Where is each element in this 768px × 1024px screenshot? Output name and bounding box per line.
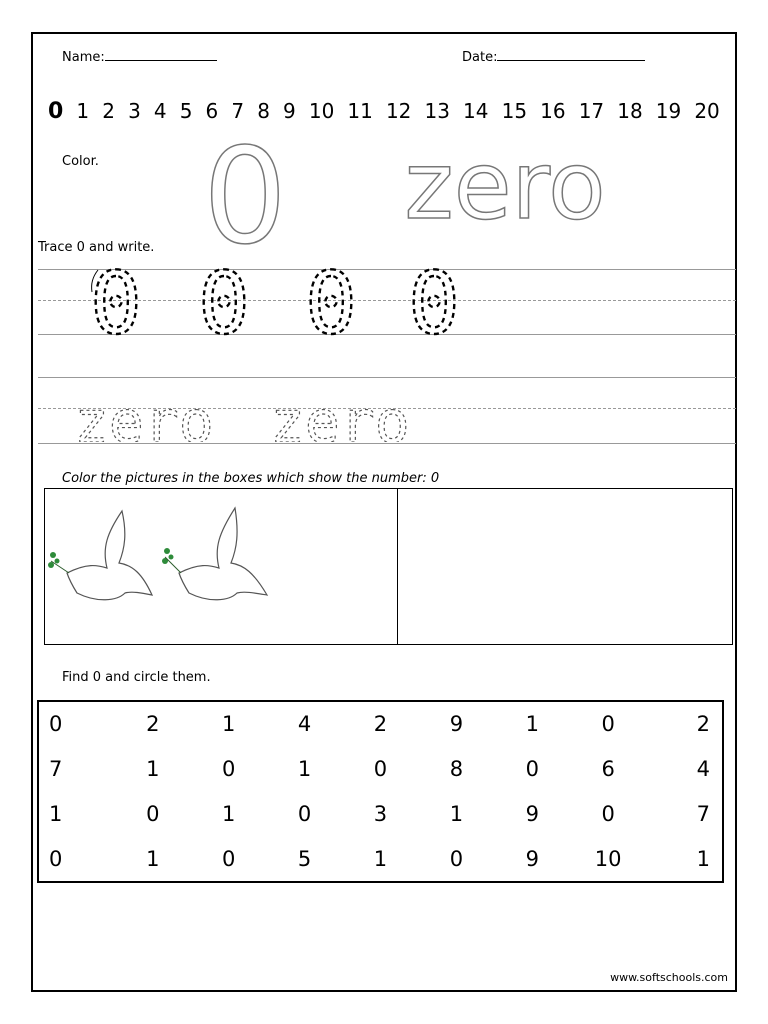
outline-word-text: zero: [404, 132, 606, 230]
grid-cell[interactable]: 1: [525, 712, 539, 737]
dove-icon[interactable]: [47, 503, 277, 613]
trace-area[interactable]: [38, 262, 736, 442]
name-field[interactable]: [62, 50, 217, 65]
number-row: [48, 99, 720, 124]
trace-digit: 0: [408, 262, 460, 354]
number-16: 16: [540, 99, 566, 123]
grid-cell[interactable]: 7: [49, 757, 63, 782]
grid-cell[interactable]: 9: [525, 801, 539, 826]
grid-cell[interactable]: 1: [449, 801, 464, 826]
grid-cell[interactable]: 7: [696, 801, 710, 826]
number-20: 20: [694, 99, 720, 123]
grid-cell[interactable]: 0: [373, 757, 388, 782]
grid-cell[interactable]: 1: [146, 757, 160, 782]
number-2: 2: [102, 99, 115, 123]
trace-word: zero: [270, 388, 410, 442]
number-19: 19: [655, 99, 682, 123]
number-10: 10: [308, 99, 335, 123]
grid-cell[interactable]: 0: [601, 801, 615, 826]
grid-cell[interactable]: 0: [49, 712, 63, 737]
number-7: 7: [231, 99, 245, 123]
grid-cell[interactable]: 2: [696, 712, 710, 737]
grid-cell[interactable]: 8: [449, 757, 464, 782]
grid-cell[interactable]: 4: [696, 757, 710, 782]
number-12: 12: [385, 99, 412, 123]
grid-cell[interactable]: 0: [49, 846, 63, 871]
box-divider: [397, 489, 398, 644]
name-label: Name:: [62, 50, 105, 65]
grid-cell[interactable]: 0: [297, 801, 312, 826]
grid-cell[interactable]: 9: [525, 846, 539, 871]
grid-cell[interactable]: 1: [49, 801, 63, 826]
pictures-label: Color the pictures in the boxes which show the number: 0: [62, 471, 440, 486]
name-line[interactable]: [105, 60, 217, 61]
grid-cell[interactable]: 2: [373, 712, 388, 737]
grid-cell[interactable]: 5: [297, 846, 312, 871]
number-17: 17: [578, 99, 605, 123]
grid-cell[interactable]: 4: [297, 712, 312, 737]
number-1: 1: [76, 99, 90, 123]
number-9: 9: [283, 99, 296, 123]
number-8: 8: [257, 99, 270, 123]
number-6: 6: [205, 99, 219, 123]
find-label: Find 0 and circle them.: [62, 670, 211, 685]
number-11: 11: [347, 99, 373, 123]
grid-cell[interactable]: 0: [601, 712, 615, 737]
number-13: 13: [424, 99, 450, 123]
number-3: 3: [128, 99, 141, 123]
trace-digit: 0: [90, 262, 142, 354]
grid-cell[interactable]: 1: [297, 757, 312, 782]
footer-url: www.softschools.com: [610, 971, 728, 984]
grid-cell[interactable]: 0: [146, 801, 160, 826]
grid-cell[interactable]: 0: [449, 846, 464, 871]
grid-cell[interactable]: 1: [222, 801, 236, 826]
date-field[interactable]: [462, 50, 645, 65]
grid-cell[interactable]: 0: [222, 846, 236, 871]
trace-label: Trace 0 and write.: [38, 240, 155, 255]
grid-cell[interactable]: 3: [373, 801, 388, 826]
grid-row: [39, 747, 722, 792]
grid-cell[interactable]: 1: [373, 846, 388, 871]
outline-digit-text: 0: [203, 130, 287, 250]
trace-digit: 0: [305, 262, 357, 354]
number-5: 5: [179, 99, 193, 123]
trace-word: zero: [74, 388, 214, 442]
outline-word: [380, 130, 640, 230]
grid-cell[interactable]: 9: [449, 712, 464, 737]
grid-cell[interactable]: 0: [222, 757, 236, 782]
number-0: 0: [48, 99, 64, 124]
number-14: 14: [463, 99, 489, 123]
date-label: Date:: [462, 50, 498, 65]
grid-cell[interactable]: 0: [525, 757, 539, 782]
trace-digit: 0: [198, 262, 250, 354]
grid-cell[interactable]: 1: [146, 846, 160, 871]
number-grid: [37, 700, 724, 883]
outline-digit: [200, 130, 290, 250]
grid-row: [39, 792, 722, 837]
picture-boxes: [44, 488, 733, 645]
grid-cell[interactable]: 6: [601, 757, 615, 782]
color-label: Color.: [62, 154, 99, 169]
grid-cell[interactable]: 1: [222, 712, 236, 737]
grid-row: [39, 836, 722, 881]
grid-cell[interactable]: 10: [594, 846, 622, 871]
grid-row: [39, 702, 722, 747]
number-18: 18: [617, 99, 643, 123]
grid-cell[interactable]: 1: [696, 846, 710, 871]
number-15: 15: [501, 99, 528, 123]
grid-cell[interactable]: 2: [146, 712, 160, 737]
number-4: 4: [153, 99, 167, 123]
date-line[interactable]: [497, 60, 645, 61]
guide-line: [38, 443, 736, 444]
